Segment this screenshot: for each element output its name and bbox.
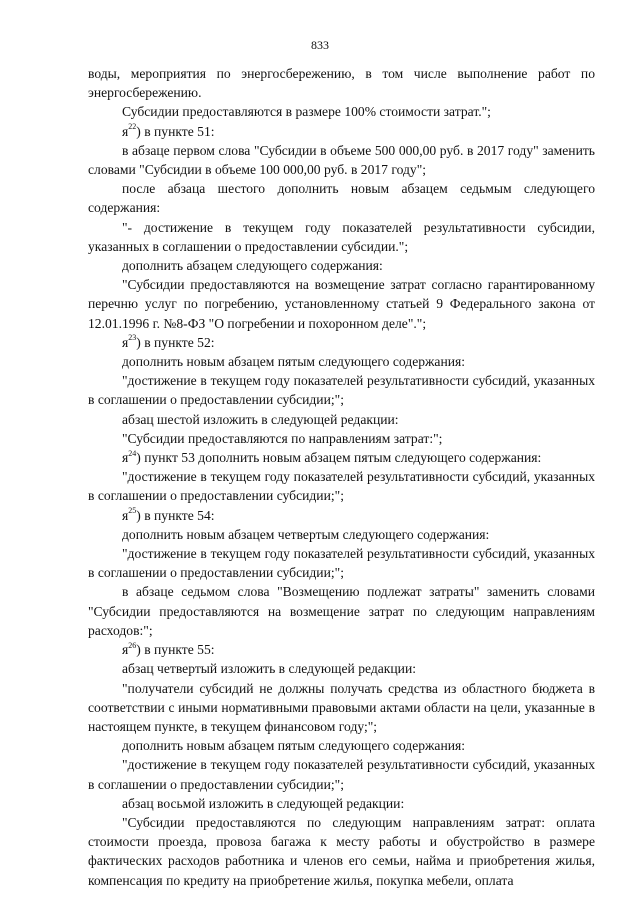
footnote-number: 26 (128, 640, 137, 650)
paragraph (88, 333, 595, 352)
paragraph: "Субсидии предоставляются по следующим направлениям затрат: оплата стоимости проезда, провоза багажа к месту работы и обустройство в размере фактических расходов работника и членов его семьи, найма и приобретения жилья, компенсация по кредиту на приобретение жилья, покупка мебели, оплата (88, 814, 595, 888)
paragraph: "достижение в текущем году показателей результативности субсидий, указанных в соглашении о предоставлении субсидии;"; (88, 469, 595, 504)
paragraph-text: ) пункт 53 дополнить новым абзацем пятым следующего содержания: (136, 450, 542, 466)
paragraph (88, 640, 595, 659)
paragraph: в абзаце седьмом слова "Возмещению подлежат затраты" заменить словами "Субсидии предоставляются на возмещение затрат по следующим направлениям расходов:"; (88, 584, 595, 638)
paragraph: дополнить новым абзацем пятым следующего содержания: (122, 738, 466, 754)
paragraph: дополнить абзацем следующего содержания: (122, 258, 383, 274)
paragraph: "- достижение в текущем году показателей результативности субсидии, указанных в соглашении о предоставлении субсидии."; (88, 219, 595, 254)
footnote-number: 23 (128, 333, 137, 343)
paragraph: после абзаца шестого дополнить новым абзацем седьмым следующего содержания: (88, 181, 595, 216)
paragraph: абзац восьмой изложить в следующей редакции: (122, 795, 405, 811)
paragraph: воды, мероприятия по энергосбережению, в том числе выполнение работ по энергосбережению. (88, 66, 595, 101)
paragraph (88, 506, 595, 525)
paragraph: "Субсидии предоставляются по направлениям затрат:"; (122, 430, 443, 446)
paragraph: Субсидии предоставляются в размере 100% стоимости затрат."; (122, 104, 491, 120)
footnote-number: 24 (128, 448, 137, 458)
paragraph (88, 122, 595, 141)
list-marker: я (122, 123, 129, 139)
footnote-number: 25 (128, 506, 137, 516)
paragraph: в абзаце первом слова "Субсидии в объеме 500 000,00 руб. в 2017 году" заменить словами "Субсидии в объеме 100 000,00 руб. в 2017 году"; (88, 142, 595, 178)
list-marker: я (122, 507, 129, 523)
paragraph: дополнить новым абзацем четвертым следующего содержания: (122, 526, 490, 542)
paragraph-text: ) в пункте 51: (136, 123, 215, 139)
footnote-number: 22 (128, 122, 137, 132)
list-marker: я (122, 642, 129, 658)
paragraph: дополнить новым абзацем пятым следующего содержания: (122, 354, 466, 370)
paragraph: "Субсидии предоставляются на возмещение затрат согласно гарантированному перечню услуг по погребению, установленному статьей 9 Федерального закона от 12.01.1996 г. №8-ФЗ "О погребении и похоронном деле"."; (88, 277, 595, 331)
list-marker: я (122, 450, 129, 466)
page-number: 833 (311, 38, 329, 52)
paragraph: "достижение в текущем году показателей результативности субсидий, указанных в соглашении о предоставлении субсидии;"; (88, 546, 595, 581)
paragraph: "получатели субсидий не должны получать средства из областного бюджета в соответствии с иными нормативными правовыми актами области на цели, указанные в настоящем пункте, в текущем финансовом году;"; (88, 680, 595, 734)
list-marker: я (122, 334, 129, 350)
paragraph (88, 448, 595, 467)
paragraph-text: ) в пункте 55: (136, 642, 215, 658)
paragraph-text: ) в пункте 52: (136, 334, 215, 350)
paragraph: абзац четвертый изложить в следующей редакции: (122, 661, 417, 677)
paragraph: "достижение в текущем году показателей результативности субсидий, указанных в соглашении о предоставлении субсидии;"; (88, 757, 595, 792)
paragraph: абзац шестой изложить в следующей редакции: (122, 411, 399, 427)
paragraph-text: ) в пункте 54: (136, 507, 215, 523)
paragraph: "достижение в текущем году показателей результативности субсидий, указанных в соглашении о предоставлении субсидии;"; (88, 373, 595, 408)
document-body (88, 64, 595, 890)
